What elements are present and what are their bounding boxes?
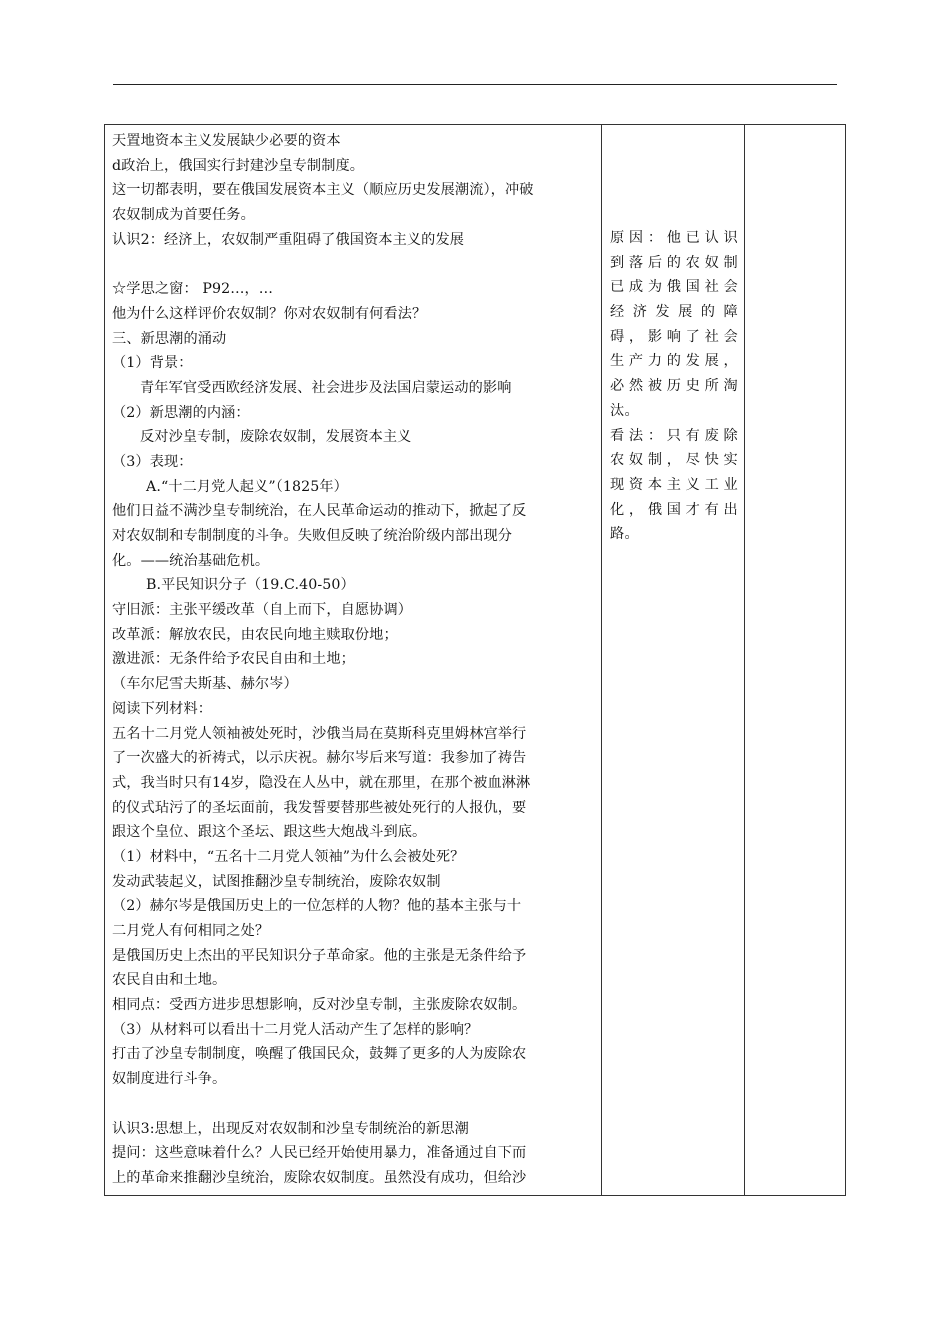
text-line: 提问：这些意味着什么？人民已经开始使用暴力，准备通过自下而 [112,1145,527,1162]
note-line: 农奴制，尽快实 [610,452,738,469]
section-heading: 三、新思潮的涌动 [112,330,227,347]
note-line: 碍，影响了社会 [610,328,738,345]
note-line: 已成为俄国社会 [610,279,738,296]
text-line: 改革派：解放农民，由农民向地主赎取份地； [112,626,398,643]
note-line: 现资本主义工业 [610,476,738,493]
text-line: （3）表现： [112,453,193,470]
note-line: 到落后的农奴制 [610,254,738,271]
text-line: 式，我当时只有14岁，隐没在人丛中，就在那里，在那个被血淋淋 [112,774,531,791]
text-line: 对农奴制和专制制度的斗争。失败但反映了统治阶级内部出现分 [112,528,513,544]
text-line: 阅读下列材料： [112,700,213,717]
text-line: （车尔尼雪夫斯基、赫尔岑） [112,676,298,693]
text-line: 激进派：无条件给予农民自由和土地； [112,651,355,668]
note-line: 汰。 [610,402,639,419]
text-line: 农奴制成为首要任务。 [112,207,255,224]
text-line: 天置地资本主义发展缺少必要的资本 [112,133,341,149]
text-line: 守旧派：主张平缓改革（自上而下，自愿协调） [112,602,413,619]
teacher-notes [610,226,738,547]
text-line: 反对沙皇专制，废除农奴制，发展资本主义 [140,429,412,446]
blank-line [112,1092,595,1117]
note-line: 生产力的发展， [610,353,738,370]
text-line: 五名十二月党人领袖被处死时，沙俄当局在莫斯科克里姆林宫举行 [112,725,527,742]
text-line: 化。——统治基础危机。 [112,552,270,569]
text-line: 农民自由和土地。 [112,972,227,989]
note-line: 化，俄国才有出 [610,501,738,518]
text-line: （1）背景： [112,355,193,372]
text-line: （2）赫尔岑是俄国历史上的一位怎样的人物？他的基本主张与十 [112,898,522,915]
text-line: 的仪式玷污了的圣坛面前，我发誓要替那些被处死行的人报仇，要 [112,799,527,816]
text-line: （2）新思潮的内涵： [112,404,250,421]
text-line: （1）材料中，“五名十二月党人领袖”为什么会被处死？ [112,848,465,865]
text-line: 奴制度进行斗争。 [112,1071,227,1088]
text-line: 他们日益不满沙皇专制统治，在人民革命运动的推动下，掀起了反 [112,503,527,520]
text-line: 二月党人有何相同之处？ [112,923,270,939]
text-line: 发动武装起义，试图推翻沙皇专制统治，废除农奴制 [112,873,441,890]
note-line: 原因：他已认识 [610,230,738,246]
blank-line [112,252,595,277]
text-line: 跟这个皇位、跟这个圣坛、跟这些大炮战斗到底。 [112,824,427,841]
text-line: 认识3:思想上，出现反对农奴制和沙皇专制统治的新思潮 [112,1120,469,1137]
text-line: 这一切都表明，要在俄国发展资本主义（顺应历史发展潮流），冲破 [112,182,534,199]
text-line: 上的革命来推翻沙皇统治，废除农奴制度。虽然没有成功，但给沙 [112,1169,527,1186]
text-line: （3）从材料可以看出十二月党人活动产生了怎样的影响？ [112,1021,479,1038]
text-line: ☆学思之窗： P92…，… [112,281,274,298]
note-line: 路。 [610,526,639,543]
lesson-table [104,124,846,1196]
main-content-column [105,125,602,1195]
text-line: 认识2：经济上，农奴制严重阻碍了俄国资本主义的发展 [112,231,465,248]
text-line: A.“十二月党人起义”（1825年） [146,478,348,495]
text-line: 相同点：受西方进步思想影响，反对沙皇专制，主张废除农奴制。 [112,997,527,1014]
notes-column [602,125,745,1195]
note-line: 必然被历史所淘 [610,378,738,395]
header-rule [113,84,837,85]
empty-column [745,125,845,1195]
text-line: d政治上，俄国实行封建沙皇专制制度。 [112,157,365,174]
text-line: B.平民知识分子（19.C.40-50） [146,577,355,594]
text-line: 了一次盛大的祈祷式，以示庆祝。赫尔岑后来写道：我参加了祷告 [112,750,527,767]
text-line: 是俄国历史上杰出的平民知识分子革命家。他的主张是无条件给予 [112,947,527,964]
text-line: 打击了沙皇专制制度，唤醒了俄国民众，鼓舞了更多的人为废除农 [112,1046,527,1063]
note-line: 看法：只有废除 [610,427,738,444]
text-line: 青年军官受西欧经济发展、社会进步及法国启蒙运动的影响 [140,379,512,396]
text-line: 他为什么这样评价农奴制？你对农奴制有何看法？ [112,305,427,322]
note-line: 经济发展的障 [610,304,738,321]
